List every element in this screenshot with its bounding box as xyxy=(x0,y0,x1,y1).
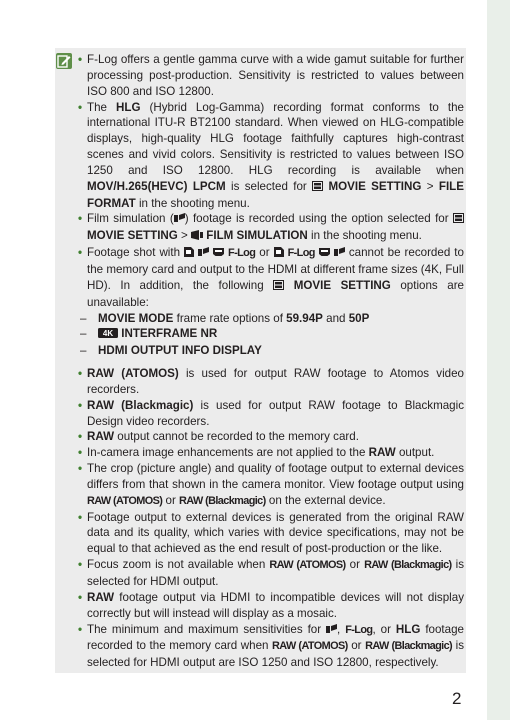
text-run: The xyxy=(87,100,117,114)
text-run: is selected for HDMI output are ISO 1250 and ISO 12800, respectively. xyxy=(87,639,465,670)
text-run: or xyxy=(345,558,365,572)
text-run: > xyxy=(421,179,439,193)
text-run: MOV/H.265(HEVC) LPCM xyxy=(87,179,226,193)
text-run: output. xyxy=(395,446,435,460)
raw-note-item xyxy=(78,622,464,672)
text-run: Footage output to external devices is generated from the original RAW data and its quality, which varies with device specifications, may not be equal to that achieved as the end result of post-production or the like. xyxy=(87,510,464,556)
card-icon xyxy=(274,246,284,262)
movie-icon xyxy=(453,212,464,228)
text-run: HDMI OUTPUT INFO DISPLAY xyxy=(98,344,262,358)
text-run: and xyxy=(322,311,349,325)
text-run: > xyxy=(177,229,192,243)
text-run: RAW (Blackmagic) xyxy=(87,398,194,412)
text-run: or xyxy=(255,246,274,260)
text-run: is used for output RAW footage to Blackmagic Design video recorders. xyxy=(87,398,464,428)
raw-note-item xyxy=(78,510,464,558)
raw-note-item xyxy=(78,445,464,461)
text-run: in the shooting menu. xyxy=(307,229,422,243)
text-run: HLG xyxy=(395,622,421,636)
text-run: F-Log xyxy=(345,623,373,636)
list-spacer xyxy=(78,359,464,366)
film-sim-icon xyxy=(191,229,203,245)
text-run: footage output via HDMI to incompatible devices will not display correctly but will instead will display as a mosaic. xyxy=(87,590,464,620)
text-run: FILM SIMULATION xyxy=(203,229,308,243)
note-item xyxy=(78,245,464,310)
text-run: MOVIE MODE xyxy=(98,311,174,325)
film-icon xyxy=(174,212,185,228)
text-run: (Hybrid Log-Gamma) recording format conforms to the international ITU-R BT2100 standard. When viewed on HLG-compatible displays, high-quality HLG footage faithfully captures high-contrast scenes and vivid colors. Sensitivity is restricted to values between ISO 1250 and ISO 12800. HLG recording is available when xyxy=(87,100,465,177)
hdmi-icon xyxy=(213,246,224,262)
text-run: 59.94P xyxy=(286,311,323,325)
text-run: in the shooting menu. xyxy=(135,196,250,210)
note-list xyxy=(78,52,464,359)
note-pencil-icon xyxy=(56,53,72,69)
text-run: RAW (Blackmagic) xyxy=(364,559,452,572)
text-run: cannot be recorded to the memory card and output to the HDMI at different frame sizes (4K, Full HD). In addition, the following xyxy=(87,246,464,292)
text-run: or xyxy=(347,639,366,653)
text-run: RAW xyxy=(87,590,115,604)
raw-note-item xyxy=(78,461,464,510)
text-run: RAW (ATOMOS) xyxy=(87,367,179,381)
text-run: RAW xyxy=(87,430,115,444)
note-item xyxy=(78,100,464,212)
text-run: Focus zoom is not available when xyxy=(87,558,270,572)
text-run: The crop (picture angle) and quality of footage output to external devices differs from that shown in the camera monitor. View footage output using xyxy=(87,462,464,491)
text-run: Footage shot with xyxy=(87,246,185,260)
note-item xyxy=(78,211,464,245)
text-run: options are unavailable: xyxy=(87,278,465,309)
text-run: RAW (ATOMOS) xyxy=(87,494,163,507)
text-run: The minimum and maximum sensitivities for xyxy=(87,622,327,636)
text-run: is used for output RAW footage to Atomos video recorders. xyxy=(87,367,464,396)
text-run: frame rate options of xyxy=(173,311,287,325)
unavailable-option-item xyxy=(78,326,464,343)
text-run: RAW (ATOMOS) xyxy=(269,559,346,572)
unavailable-option-item xyxy=(78,311,464,327)
text-run: F-Log xyxy=(287,247,315,260)
text-run: MOVIE SETTING xyxy=(87,229,178,243)
text-run: HLG xyxy=(116,100,141,114)
4k-icon xyxy=(98,327,118,343)
raw-note-item xyxy=(78,429,464,445)
text-run: is selected for xyxy=(225,179,313,193)
text-run: RAW xyxy=(368,446,396,460)
text-run: FILE FORMAT xyxy=(87,179,464,210)
film-icon xyxy=(334,246,345,262)
raw-note-item xyxy=(78,590,464,622)
svg-text:4K: – 4K xyxy=(102,329,114,339)
text-run: output cannot be recorded to the memory card. xyxy=(114,430,359,444)
text-run: INTERFRAME NR xyxy=(118,327,218,341)
movie-icon xyxy=(273,279,284,295)
page-number: 2 xyxy=(452,689,462,708)
text-run: on the external device. xyxy=(265,493,386,507)
film-icon xyxy=(326,623,337,639)
text-run: RAW (Blackmagic) xyxy=(365,640,453,653)
unavailable-option-item xyxy=(78,343,464,359)
text-run: , or xyxy=(372,622,396,636)
text-run: RAW (Blackmagic) xyxy=(179,494,266,507)
raw-note-item xyxy=(78,398,464,430)
note-list-raw xyxy=(78,366,464,671)
text-run: MOVIE SETTING xyxy=(284,278,391,292)
text-run: , xyxy=(337,622,346,636)
text-run: or xyxy=(162,493,180,507)
raw-note-item xyxy=(78,366,464,398)
text-run: MOVIE SETTING xyxy=(323,179,422,193)
text-run: F-Log offers a gentle gamma curve with a wide gamut suitable for further processing post-production. Sensitivity is restricted to values between ISO 800 and ISO 12800. xyxy=(87,53,464,98)
text-run: Film simulation ( xyxy=(87,212,174,226)
text-run: F-Log xyxy=(228,247,256,260)
hdmi-icon xyxy=(319,246,330,262)
text-run: RAW (ATOMOS) xyxy=(272,640,348,653)
text-run: is selected for HDMI output. xyxy=(87,558,465,588)
text-run: ) footage is recorded using the option selected for xyxy=(184,212,453,226)
text-run: 50P xyxy=(348,311,370,325)
text-run: footage recorded to the memory card when xyxy=(87,622,464,653)
film-icon xyxy=(198,246,209,262)
side-tab xyxy=(487,0,510,720)
movie-icon xyxy=(312,180,323,196)
text-run: In-camera image enhancements are not applied to the xyxy=(87,446,369,460)
note-item xyxy=(78,52,464,100)
raw-note-item xyxy=(78,557,464,590)
note-content xyxy=(78,52,464,671)
card-icon xyxy=(184,246,194,262)
